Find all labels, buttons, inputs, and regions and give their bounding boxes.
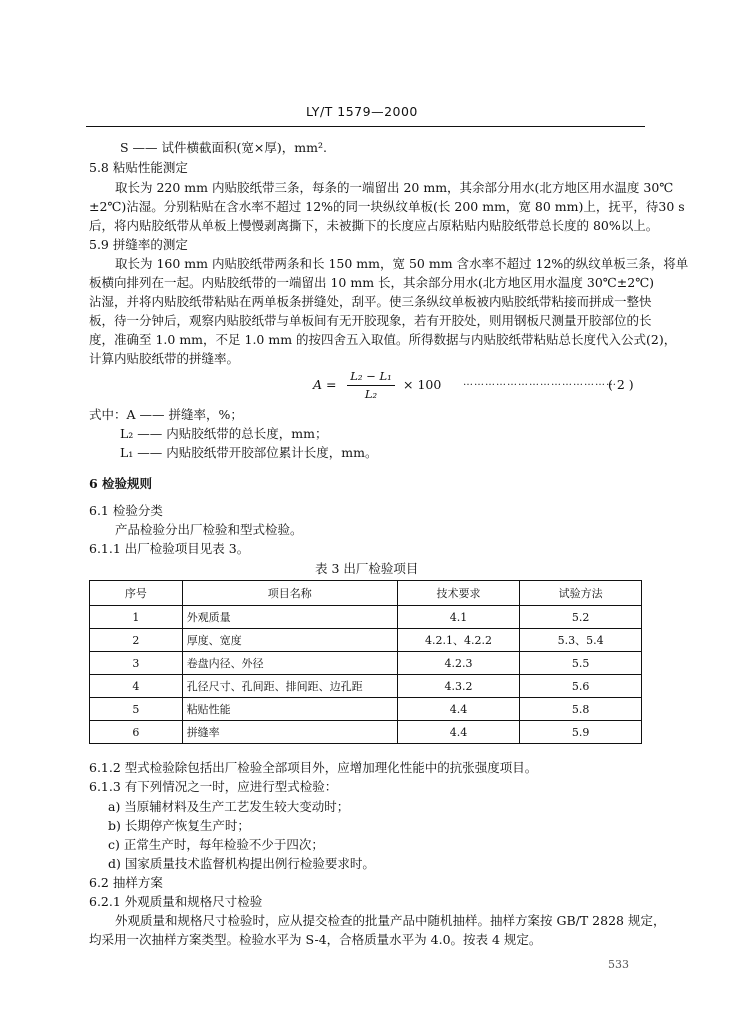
list-item-a: a) 当原辅材料及生产工艺发生较大变动时；: [108, 799, 350, 814]
cell-item: 粘贴性能: [182, 698, 397, 721]
standard-number-header: LY/T 1579—2000: [306, 104, 418, 119]
section-6-2-title: 6.2 抽样方案: [89, 875, 163, 890]
cell-method: 5.3、5.4: [520, 629, 642, 652]
table-3: [89, 580, 642, 744]
chapter-6-title: 6 检验规则: [89, 476, 153, 491]
cell-item: 孔径尺寸、孔间距、排间距、边孔距: [182, 675, 397, 698]
where-l1: L₁ —— 内贴胶纸带开胶部位累计长度，mm。: [120, 445, 378, 460]
table-3-caption: 表 3 出厂检验项目: [315, 561, 419, 576]
fraction-bar: [347, 385, 395, 386]
section-5-8-title: 5.8 粘贴性能测定: [89, 160, 188, 175]
cell-seq: 3: [90, 652, 183, 675]
page-number: 533: [608, 958, 629, 971]
formula-numerator: L₂ − L₁: [350, 369, 392, 383]
section-6-2-1-line-2: 均采用一次抽样方案类型。检验水平为 S-4，合格质量水平为 4.0。按表 4 规定。: [89, 932, 542, 947]
section-6-1-1: 6.1.1 出厂检验项目见表 3。: [89, 541, 250, 556]
header-requirement: 技术要求: [397, 581, 520, 606]
cell-requirement: 4.2.3: [397, 652, 520, 675]
section-5-8-line-2: ±2℃)沾湿。分别粘贴在含水率不超过 12%的同一块纵纹单板(长 200 mm，宽 80 mm)上，抚平，待30 s: [89, 199, 685, 214]
list-item-d: d) 国家质量技术监督机构提出例行检验要求时。: [108, 856, 375, 871]
section-5-8-line-1: 取长为 220 mm 内贴胶纸带三条，每条的一端留出 20 mm，其余部分用水(北方地区用水温度 30℃: [115, 180, 674, 195]
cell-method: 5.6: [520, 675, 642, 698]
cell-item: 拼缝率: [182, 721, 397, 744]
where-l2: L₂ —— 内贴胶纸带的总长度，mm；: [120, 426, 328, 441]
cell-seq: 4: [90, 675, 183, 698]
section-6-1-2: 6.1.2 型式检验除包括出厂检验全部项目外，应增加理化性能中的抗张强度项目。: [89, 760, 538, 775]
cell-requirement: 4.4: [397, 698, 520, 721]
formula-lhs: A =: [313, 377, 337, 392]
table-row: [90, 721, 642, 744]
table-row: [90, 629, 642, 652]
header-rule: [86, 126, 645, 127]
header-test-method: 试验方法: [520, 581, 642, 606]
section-6-2-1: 6.2.1 外观质量和规格尺寸检验: [89, 894, 263, 909]
cell-requirement: 4.4: [397, 721, 520, 744]
table-row: [90, 675, 642, 698]
cell-seq: 2: [90, 629, 183, 652]
cell-requirement: 4.1: [397, 606, 520, 629]
cell-requirement: 4.3.2: [397, 675, 520, 698]
cell-seq: 5: [90, 698, 183, 721]
list-item-b: b) 长期停产恢复生产时；: [108, 818, 250, 833]
formula-leader-dots: ……………………………………: [463, 377, 617, 388]
section-5-9-line-4: 板，待一分钟后，观察内贴胶纸带与单板间有无开胶现象，若有开胶处，则用钢板尺测量开胶部位的长: [89, 313, 652, 328]
table-row: [90, 606, 642, 629]
table-row: [90, 698, 642, 721]
cell-seq: 6: [90, 721, 183, 744]
formula-fraction: [343, 369, 399, 401]
cell-item: 厚度、宽度: [182, 629, 397, 652]
section-5-9-line-3: 沾湿，并将内贴胶纸带粘贴在两单板条拼缝处，刮平。使三条纵纹单板被内贴胶纸带粘接而拼成一整快: [89, 294, 652, 309]
formula-denominator: L₂: [364, 387, 378, 401]
formula-number: ( 2 ): [608, 377, 634, 392]
cell-item: 卷盘内径、外径: [182, 652, 397, 675]
where-a: 式中：A —— 拼缝率，%；: [89, 407, 243, 422]
s-definition: S —— 试件横截面积(宽×厚)，mm².: [120, 140, 327, 155]
cell-item: 外观质量: [182, 606, 397, 629]
formula-multiplier: × 100: [403, 377, 442, 392]
cell-method: 5.2: [520, 606, 642, 629]
section-6-2-1-line-1: 外观质量和规格尺寸检验时，应从提交检查的批量产品中随机抽样。抽样方案按 GB/T 2828 规定，: [115, 913, 666, 928]
cell-seq: 1: [90, 606, 183, 629]
section-5-9-line-6: 计算内贴胶纸带的拼缝率。: [89, 351, 240, 366]
section-5-9-line-2: 板横向排列在一起。内贴胶纸带的一端留出 10 mm 长，其余部分用水(北方地区用水温度 30℃±2℃): [89, 275, 655, 290]
section-6-1-title: 6.1 检验分类: [89, 503, 163, 518]
cell-method: 5.5: [520, 652, 642, 675]
section-5-9-line-1: 取长为 160 mm 内贴胶纸带两条和长 150 mm，宽 50 mm 含水率不超过 12%的纵纹单板三条，将单: [115, 256, 689, 271]
table-header-row: [90, 581, 642, 606]
section-5-9-line-5: 度，准确至 1.0 mm，不足 1.0 mm 的按四舍五入取值。所得数据与内贴胶纸带粘贴总长度代入公式(2)，: [89, 332, 677, 347]
section-6-1-3: 6.1.3 有下列情况之一时，应进行型式检验：: [89, 779, 338, 794]
formula-2: [313, 369, 643, 403]
section-5-9-title: 5.9 拼缝率的测定: [89, 237, 188, 252]
header-seq: 序号: [90, 581, 183, 606]
section-5-8-line-3: 后，将内贴胶纸带从单板上慢慢剥离撕下，未被撕下的长度应占原粘贴内贴胶纸带总长度的 80%以上。: [89, 218, 659, 233]
section-6-1-text: 产品检验分出厂检验和型式检验。: [115, 522, 303, 537]
cell-method: 5.8: [520, 698, 642, 721]
header-item-name: 项目名称: [182, 581, 397, 606]
cell-requirement: 4.2.1、4.2.2: [397, 629, 520, 652]
cell-method: 5.9: [520, 721, 642, 744]
list-item-c: c) 正常生产时，每年检验不少于四次；: [108, 837, 324, 852]
table-row: [90, 652, 642, 675]
